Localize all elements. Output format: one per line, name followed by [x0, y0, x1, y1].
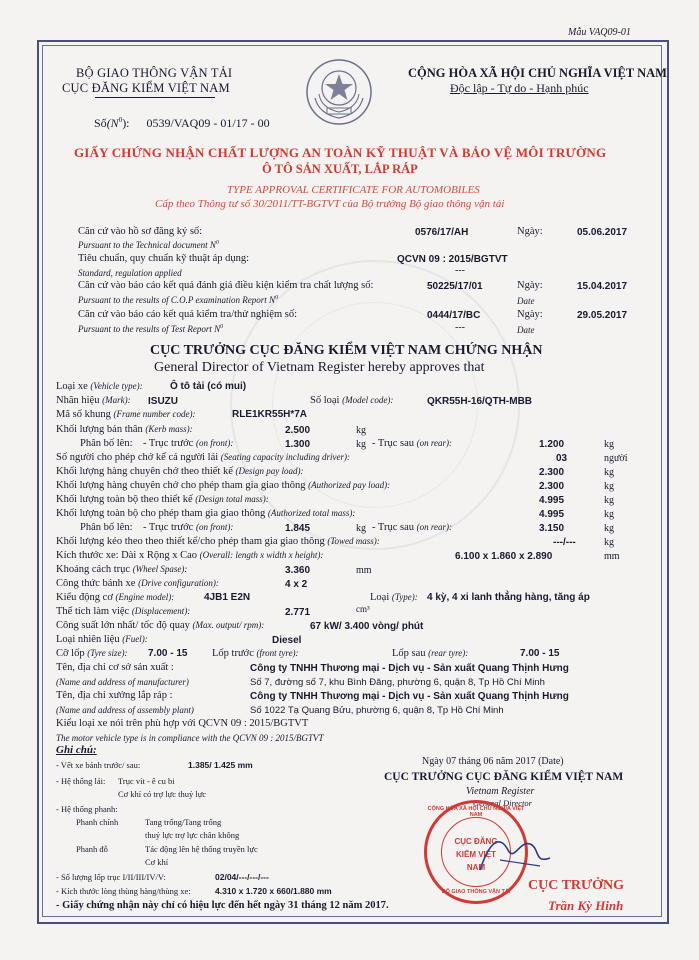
tyres-count-value: 02/04/---/---/--- [215, 872, 269, 882]
frame-value: RLE1KR55H*7A [232, 409, 308, 420]
basis-4-dash: --- [455, 322, 465, 333]
basis-4-en: Pursuant to the results of Test Report $N^0$ [78, 324, 224, 334]
basis-1-en: Pursuant to the Technical document $N^0$ [78, 240, 219, 250]
front-axle-label: - Trục trước (on front): [143, 438, 234, 449]
front-axle2-label: - Trục trước (on front): [143, 522, 234, 533]
wheel-unit: mm [356, 565, 372, 576]
fuel-label: Loại nhiên liệu (Fuel): [56, 634, 148, 645]
auth-load-unit: kg [604, 481, 614, 492]
steering-1: Trục vít - ê cu bi [118, 776, 175, 786]
basis-3-value: 50225/17/01 [427, 281, 483, 292]
dist2-label: Phân bố lên: [80, 522, 133, 533]
auth-total-value: 4.995 [539, 509, 565, 520]
fuel-value: Diesel [272, 635, 302, 646]
front-tyre-label: Lốp trước (front tyre): [212, 648, 299, 659]
towed-label: Khối lượng kéo theo theo thiết kế/cho phép tham gia giao thông (Towed mass): [56, 536, 380, 547]
rear-axle-unit: kg [604, 439, 614, 450]
manufacturer-address: Số 7, đường số 7, khu Bình Đăng, phường 6, quận 8, Tp Hồ Chí Minh [250, 677, 545, 688]
auth-total-unit: kg [604, 509, 614, 520]
brake-main-2: thuỷ lực trợ lực chân không [145, 830, 240, 840]
department-name: CỤC ĐĂNG KIỂM VIỆT NAM [62, 81, 230, 95]
dist-label: Phân bố lên: [80, 438, 133, 449]
basis-3-date-en: Date [517, 296, 535, 306]
towed-value: ---/--- [553, 537, 576, 548]
brake-park-1: Tác động lên hệ thống truyền lực [145, 844, 258, 854]
sign-org-en: Vietnam Register [466, 786, 535, 797]
seats-label: Số người cho phép chở kể cả người lái (Seating capacity including driver): [56, 452, 351, 463]
sign-name: Trần Kỳ Hinh [548, 898, 624, 913]
department-underline [95, 97, 215, 98]
auth-load-value: 2.300 [539, 481, 565, 492]
sign-date: Ngày 07 tháng 06 năm 2017 (Date) [422, 756, 564, 767]
track-value: 1.385/ 1.425 mm [188, 760, 253, 770]
towed-unit: kg [604, 537, 614, 548]
basis-4-date-en: Date [517, 325, 535, 335]
wheel-label: Khoảng cách trục (Wheel Spase): [56, 564, 188, 575]
seal-ring-top: CỘNG HÒA XÃ HỘI CHỦ NGHĨA VIỆT NAM [427, 806, 525, 818]
rear-axle-label: - Trục sau (on rear): [372, 438, 453, 449]
title-vn: GIẤY CHỨNG NHẬN CHẤT LƯỢNG AN TOÀN KỸ THUẬT VÀ BẢO VỆ MÔI TRƯỜNG [74, 145, 607, 160]
front-axle-value: 1.300 [285, 439, 311, 450]
ministry-name: BỘ GIAO THÔNG VẬN TẢI [76, 66, 233, 80]
rear-axle2-label: - Trục sau (on rear): [372, 522, 453, 533]
basis-4-value: 0444/17/BC [427, 310, 481, 321]
design-total-label: Khối lượng toàn bộ theo thiết kế (Design total mass): [56, 494, 269, 505]
rear-axle2-unit: kg [604, 523, 614, 534]
box-label: - Kích thước lòng thùng hàng/thùng xe: [56, 886, 191, 896]
auth-total-label: Khối lượng toàn bộ cho phép tham gia giao thông (Authorized total mass): [56, 508, 356, 519]
design-total-value: 4.995 [539, 495, 565, 506]
displacement-label: Thể tích làm việc (Displacement): [56, 606, 191, 617]
form-code: Mẫu VAQ09-01 [568, 27, 631, 38]
validity-note: - Giấy chứng nhận này chỉ có hiệu lực đến hết ngày 31 tháng 12 năm 2017. [56, 900, 389, 911]
displacement-unit: cm³ [356, 604, 370, 614]
approval-heading-en: General Director of Vietnam Register hereby approves that [154, 360, 485, 375]
design-load-unit: kg [604, 467, 614, 478]
brake-label: - Hệ thống phanh: [56, 804, 118, 814]
track-label: - Vết xe bánh trước/ sau: [56, 760, 141, 770]
steering-2: Cơ khí có trợ lực thuỷ lực [118, 789, 207, 799]
basis-3-label: Căn cứ vào báo cáo kết quả đánh giá điều kiện kiểm tra chất lượng số: [78, 280, 374, 291]
design-load-value: 2.300 [539, 467, 565, 478]
manufacturer-en: (Name and address of manufacturer) [56, 677, 189, 687]
brake-park-2: Cơ khí [145, 857, 169, 867]
dims-label: Kích thước xe: Dài x Rộng x Cao (Overall: length x width x height): [56, 550, 324, 561]
box-value: 4.310 x 1.720 x 660/1.880 mm [215, 886, 332, 896]
power-value: 67 kW/ 3.400 vòng/ phút [310, 621, 424, 632]
seats-unit: người [604, 453, 628, 464]
basis-1-date: 05.06.2017 [577, 227, 628, 238]
front-tyre-value: 7.00 - 15 [148, 648, 188, 659]
brake-main-label: Phanh chính [76, 817, 119, 827]
basis-3-en: Pursuant to the results of C.O.P examination Report $N^0$ [78, 295, 278, 305]
basis-4-date: 29.05.2017 [577, 310, 628, 321]
mark-label: Nhãn hiệu (Mark): [56, 395, 131, 406]
plant-value: Công ty TNHH Thương mại - Dịch vụ - Sản xuất Quang Thịnh Hưng [250, 691, 569, 702]
front-axle2-value: 1.845 [285, 523, 311, 534]
approval-heading-vn: CỤC TRƯỞNG CỤC ĐĂNG KIỂM VIỆT NAM CHỨNG NHẬN [150, 343, 543, 358]
kerb-label: Khối lượng bản thân (Kerb mass): [56, 424, 193, 435]
engine-value: 4JB1 E2N [204, 592, 251, 603]
rear-axle2-value: 3.150 [539, 523, 565, 534]
basis-1-value: 0576/17/AH [415, 227, 469, 238]
plant-address: Số 1022 Tạ Quang Bửu, phường 6, quận 8, Tp Hồ Chí Minh [250, 705, 504, 716]
design-load-label: Khối lượng hàng chuyên chở theo thiết kế (Design pay load): [56, 466, 304, 477]
model-label: Số loại (Model code): [310, 395, 394, 406]
vehicle-type-label: Loại xe (Vehicle type): [56, 381, 143, 392]
front-axle-unit: kg [356, 439, 366, 450]
seal-ring-bottom: BỘ GIAO THÔNG VẬN TẢI [441, 889, 511, 895]
design-total-unit: kg [604, 495, 614, 506]
notes-title: Ghi chú: [56, 744, 97, 756]
basis-4-label: Căn cứ vào báo cáo kết quả kiểm tra/thử nghiệm số: [78, 309, 297, 320]
plant-label: Tên, địa chỉ xưởng lắp ráp : [56, 690, 173, 701]
manufacturer-label: Tên, địa chỉ cơ sở sản xuất : [56, 662, 174, 673]
certificate-number: $Số(N^0)$: 0539/VAQ09 - 01/17 - 00 [94, 116, 270, 130]
model-value: QKR55H-16/QTH-MBB [427, 396, 533, 407]
manufacturer-value: Công ty TNHH Thương mại - Dịch vụ - Sản xuất Quang Thịnh Hưng [250, 663, 569, 674]
engine-type-label: Loại (Type): [370, 592, 418, 603]
engine-type-value: 4 kỳ, 4 xi lanh thẳng hàng, tăng áp [427, 592, 590, 603]
basis-3-date: 15.04.2017 [577, 281, 628, 292]
tyre-label: Cỡ lốp (Tyre size): [56, 648, 128, 659]
power-label: Công suất lớn nhất/ tốc độ quay (Max. output/ rpm): [56, 620, 265, 631]
steering-label: - Hệ thống lái: [56, 776, 106, 786]
plant-en: (Name and address of assembly plant) [56, 705, 194, 715]
signature-scribble [470, 830, 560, 880]
sign-title: CỤC TRƯỞNG CỤC ĐĂNG KIỂM VIỆT NAM [384, 771, 624, 783]
national-motto: Độc lập - Tự do - Hạnh phúc [450, 81, 589, 95]
compliance-vn: Kiểu loại xe nói trên phù hợp với QCVN 09 : 2015/BGTVT [56, 718, 309, 729]
drive-label: Công thức bánh xe (Drive configuration): [56, 578, 219, 589]
dims-unit: mm [604, 551, 620, 562]
seal-center: CỤC ĐĂNG KIỂM VIỆT NAM [454, 837, 498, 872]
republic-name: CỘNG HÒA XÃ HỘI CHỦ NGHĨA VIỆT NAM [408, 66, 667, 80]
basis-4-date-label: Ngày: [517, 309, 543, 320]
auth-load-label: Khối lượng hàng chuyên chở cho phép tham gia giao thông (Authorized pay load): [56, 480, 391, 491]
basis-2-en: Standard, regulation applied [78, 268, 182, 278]
frame-label: Mã số khung (Frame number code): [56, 409, 196, 420]
compliance-en: The motor vehicle type is in compliance with the QCVN 09 : 2015/BGTVT [56, 733, 324, 743]
tyres-count-label: - Số lượng lốp trục I/II/III/IV/V: [56, 872, 166, 882]
basis-1-date-label: Ngày: [517, 226, 543, 237]
basis-2-label: Tiêu chuẩn, quy chuẩn kỹ thuật áp dụng: [78, 253, 250, 264]
front-axle2-unit: kg [356, 523, 366, 534]
rear-tyre-value: 7.00 - 15 [520, 648, 560, 659]
drive-value: 4 x 2 [285, 579, 308, 590]
brake-main-1: Tang trống/Tang trống [145, 817, 222, 827]
dims-value: 6.100 x 1.860 x 2.890 [455, 551, 553, 562]
basis-2-dash: --- [455, 265, 465, 276]
wheel-value: 3.360 [285, 565, 311, 576]
sign-role: CỤC TRƯỞNG [528, 878, 625, 893]
sign-gd-en: General Director [473, 798, 532, 808]
displacement-value: 2.771 [285, 607, 311, 618]
kerb-value: 2.500 [285, 425, 311, 436]
mark-value: ISUZU [148, 396, 178, 407]
rear-axle-value: 1.200 [539, 439, 565, 450]
basis-3-date-label: Ngày: [517, 280, 543, 291]
basis-2-value: QCVN 09 : 2015/BGTVT [397, 254, 508, 265]
engine-label: Kiểu động cơ (Engine model): [56, 592, 175, 603]
kerb-unit: kg [356, 425, 366, 436]
title-vn-sub: Ô TÔ SẢN XUẤT, LẮP RÁP [262, 162, 418, 176]
national-emblem-icon [305, 58, 373, 126]
title-en: TYPE APPROVAL CERTIFICATE FOR AUTOMOBILES [227, 184, 480, 196]
seats-value: 03 [556, 453, 568, 464]
brake-park-label: Phanh đỗ [76, 844, 108, 854]
rear-tyre-label: Lốp sau (rear tyre): [392, 648, 469, 659]
vehicle-type-value: Ô tô tải (có mui) [170, 381, 247, 392]
basis-1-label: Căn cứ vào hồ sơ đăng ký số: [78, 226, 203, 237]
title-legal-basis: Cấp theo Thông tư số 30/2011/TT-BGTVT của Bộ trưởng Bộ giao thông vận tải [155, 198, 505, 210]
